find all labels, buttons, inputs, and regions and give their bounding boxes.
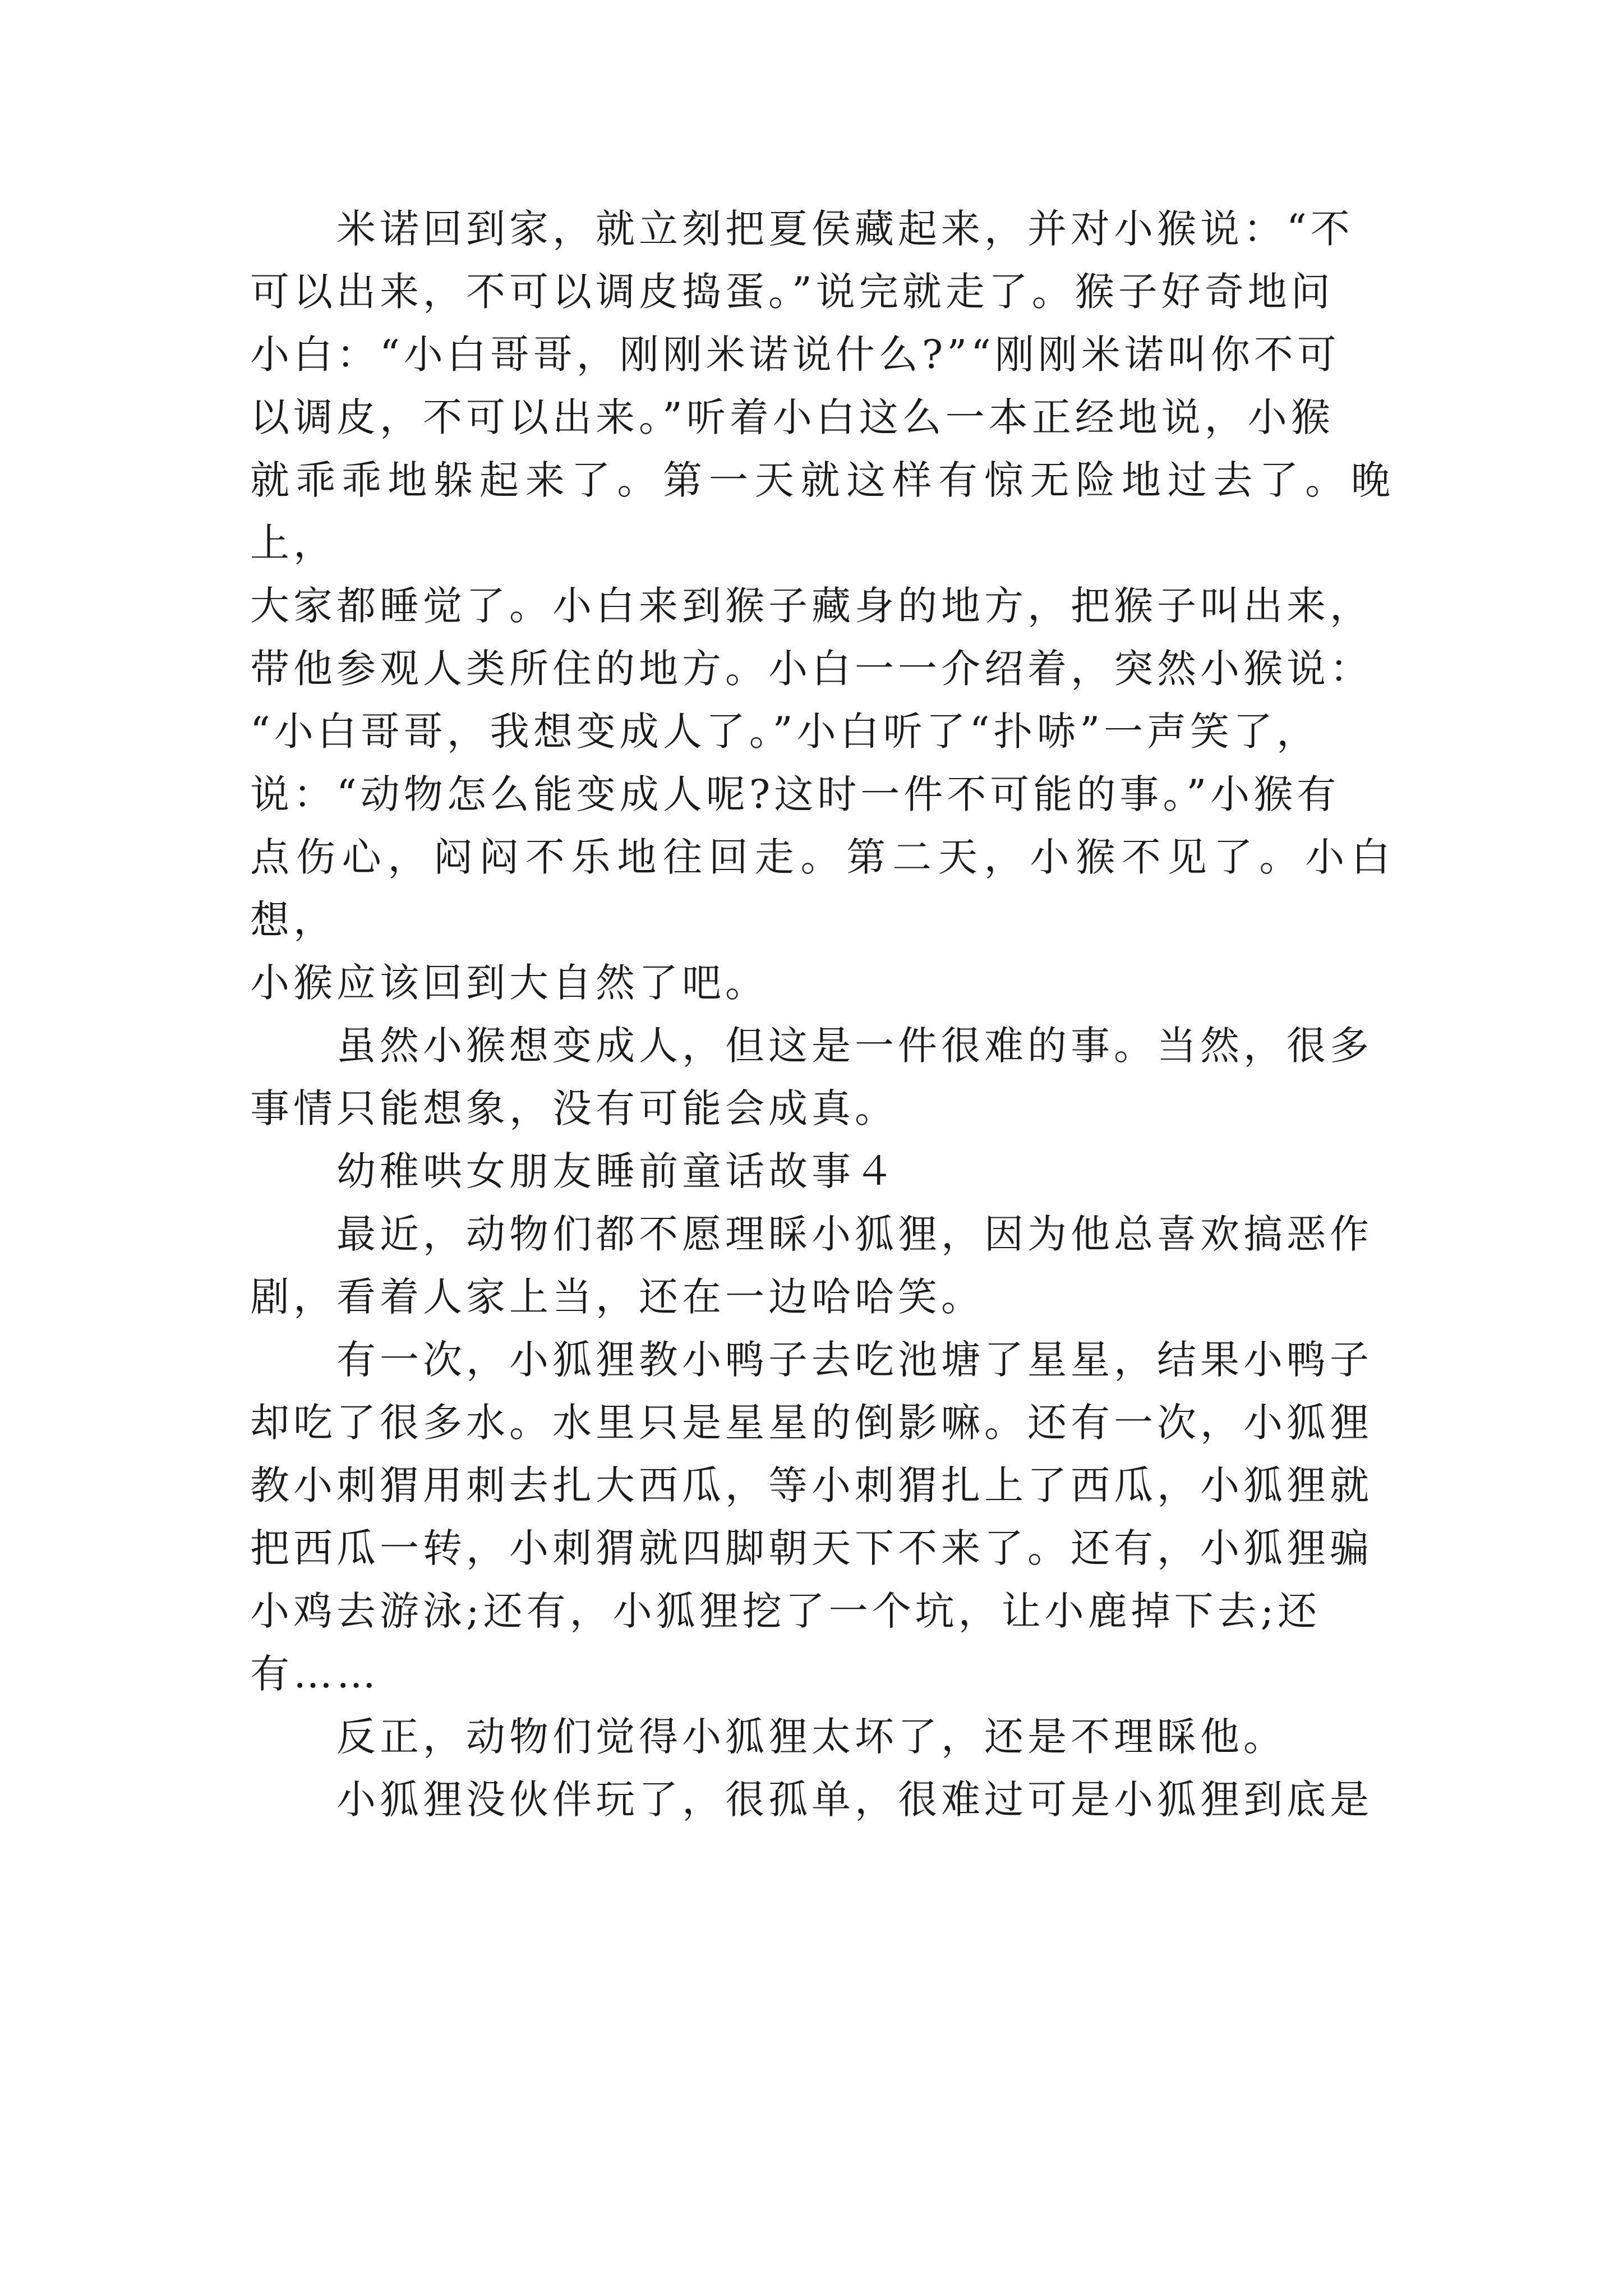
- story-heading: 幼稚哄女朋友睡前童话故事４: [336, 1148, 898, 1194]
- document-body: [250, 197, 1394, 1831]
- paragraph-fox-lonely: 小狐狸没伙伴玩了，很孤单，很难过可是小狐狸到底是: [336, 1777, 1373, 1823]
- paragraph-fox-disliked: 反正，动物们觉得小狐狸太坏了，还是不理睬他。: [336, 1714, 1287, 1760]
- paragraph-monkey-moral: 虽然小猴想变成人，但这是一件很难的事。当然，很多 事情只能想象，没有可能会成真。: [250, 1023, 1373, 1131]
- paragraph-fox-pranks: 有一次，小狐狸教小鸭子去吃池塘了星星，结果小鸭子 却吃了很多水。水里只是星星的倒影嘛。还有一次，小狐狸 教小刺猬用刺去扎大西瓜，等小刺猬扎上了西瓜，小狐狸就 把西瓜一转，小刺猬就四脚朝天下不来了。还有，小狐狸骗 小鸡去游泳;还有，小狐狸挖了一个坑，让小鹿掉下去;还 有……: [250, 1337, 1373, 1697]
- paragraph-monkey-story: 米诺回到家，就立刻把夏侯藏起来，并对小猴说：“不 可以出来，不可以调皮捣蛋。”说完就走了。猴子好奇地问 小白：“小白哥哥，刚刚米诺说什么?”“刚刚米诺叫你不可 以调皮，不可以出来。”听着小白这么一本正经地说，小猴 就乖乖地躲起来了。第一天就这样有惊无险地过去了。晚上， 大家都睡觉了。小白来到猴子藏身的地方，把猴子叫出来， 带他参观人类所住的地方。小白一一介绍着，突然小猴说： “小白哥哥，我想变成人了。”小白听了“扑哧”一声笑了， 说：“动物怎么能变成人呢?这时一件不可能的事。”小猴有 点伤心，闷闷不乐地往回走。第二天，小猴不见了。小白想， 小猴应该回到大自然了吧。: [250, 206, 1394, 1006]
- paragraph-fox-intro: 最近，动物们都不愿理睬小狐狸，因为他总喜欢搞恶作 剧，看着人家上当，还在一边哈哈笑。: [250, 1211, 1373, 1320]
